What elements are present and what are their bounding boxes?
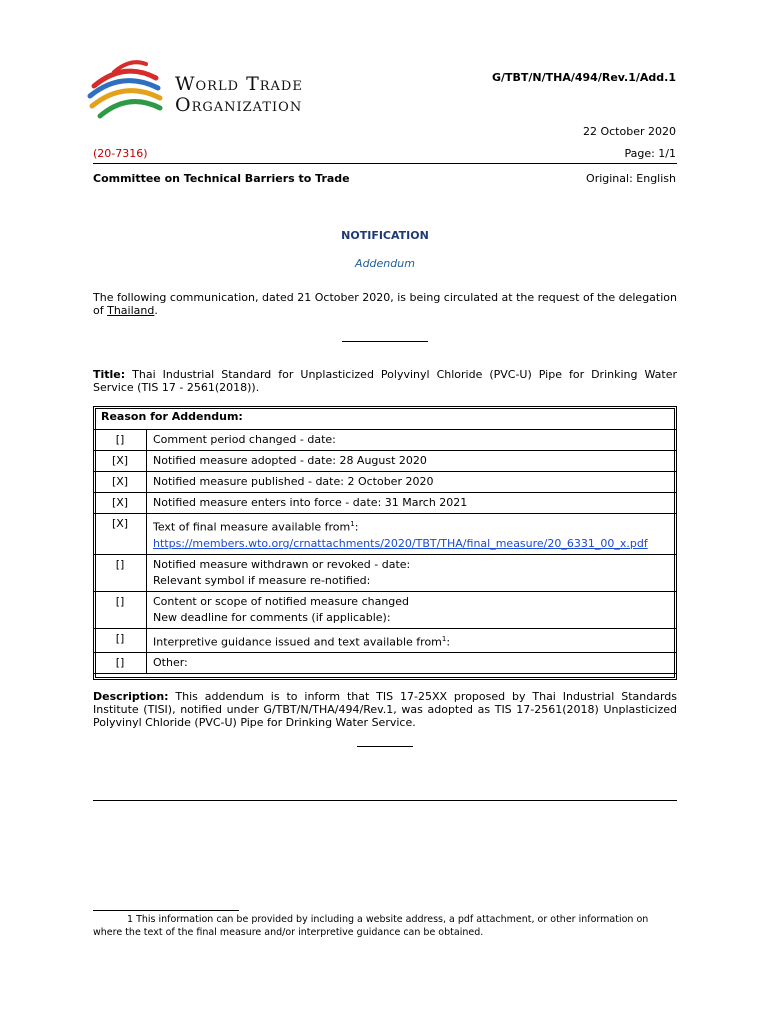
page-number: Page: 1/1 xyxy=(624,147,676,160)
title-paragraph xyxy=(93,368,677,394)
intro-prefix: The following communication, dated 21 October 2020, is being circulated at the request of the delegation of xyxy=(93,291,677,317)
committee-name: Committee on Technical Barriers to Trade xyxy=(93,172,350,185)
checkbox-mark: [] xyxy=(94,591,147,628)
checkbox-mark: [] xyxy=(94,628,147,653)
checkbox-mark: [X] xyxy=(94,514,147,555)
description-paragraph xyxy=(93,690,677,729)
document-symbol: G/TBT/N/THA/494/Rev.1/Add.1 xyxy=(491,71,676,84)
description-label: Description: xyxy=(93,690,169,703)
table-row xyxy=(94,591,677,628)
table-row xyxy=(94,653,677,674)
org-name-line1: World Trade xyxy=(175,73,303,95)
reason-text: Other: xyxy=(147,653,677,674)
org-name-line2: Organization xyxy=(175,94,303,116)
reason-text: Comment period changed - date: xyxy=(147,430,677,451)
reason-cell: Interpretive guidance issued and text available from$^1$: xyxy=(147,628,677,653)
checkbox-mark: [X] xyxy=(94,451,147,472)
final-measure-link[interactable]: https://members.wto.org/crnattachments/2020/TBT/THA/final_measure/20_6331_00_x.pdf xyxy=(153,536,648,550)
reason-text-secondary: Relevant symbol if measure re-notified: xyxy=(153,573,371,587)
document-date: 22 October 2020 xyxy=(582,125,676,138)
document-number: (20-7316) xyxy=(93,147,148,160)
title-text: Thai Industrial Standard for Unplasticized Polyvinyl Chloride (PVC-U) Pipe for Drinking Water Service (TIS 17 - 2561(2018)). xyxy=(93,368,677,394)
table-row xyxy=(94,430,677,451)
section-divider xyxy=(342,341,428,342)
reason-text: Notified measure withdrawn or revoked - date: xyxy=(153,557,411,571)
footnote-divider xyxy=(93,910,239,911)
page-divider xyxy=(93,800,677,801)
checkbox-mark: [] xyxy=(94,430,147,451)
footnote-text: 1 This information can be provided by including a website address, a pdf attachment, or other information on where the text of the final measure and/or interpretive guidance can be obtained. xyxy=(93,914,649,938)
reason-text: Notified measure published - date: 2 October 2020 xyxy=(147,472,677,493)
table-row xyxy=(94,514,677,555)
addendum-subheading: Addendum xyxy=(355,257,415,270)
table-row xyxy=(94,554,677,591)
reason-cell xyxy=(147,554,677,591)
checkbox-mark: [] xyxy=(94,653,147,674)
table-row xyxy=(94,493,677,514)
reason-text-secondary: New deadline for comments (if applicable): xyxy=(153,610,391,624)
end-divider xyxy=(357,746,413,747)
original-language: Original: English xyxy=(586,172,676,185)
reason-text: Content or scope of notified measure changed xyxy=(153,594,410,608)
intro-paragraph xyxy=(93,291,677,317)
reason-cell: Text of final measure available from$^1$: https://members.wto.org/crnattachments/2020/TBT/THA/final_measure/20_6331_00_x.pdf xyxy=(147,514,677,555)
reason-text: Text of final measure available from xyxy=(153,520,351,534)
intro-suffix: . xyxy=(154,304,158,317)
notification-heading: NOTIFICATION xyxy=(341,229,429,242)
reason-text: Notified measure adopted - date: 28 August 2020 xyxy=(147,451,677,472)
reason-table xyxy=(93,429,677,674)
table-row xyxy=(94,472,677,493)
reason-text: Interpretive guidance issued and text available from xyxy=(153,635,442,649)
header-divider xyxy=(93,163,677,164)
footnote-ref: 1 xyxy=(441,634,447,643)
table-row xyxy=(94,628,677,653)
checkbox-mark: [X] xyxy=(94,472,147,493)
wto-logo-icon xyxy=(84,56,164,126)
table-row xyxy=(94,451,677,472)
reason-text: Notified measure enters into force - date: 31 March 2021 xyxy=(147,493,677,514)
title-label: Title: xyxy=(93,368,126,381)
checkbox-mark: [X] xyxy=(94,493,147,514)
footnote-ref: 1 xyxy=(350,520,355,528)
description-text: This addendum is to inform that TIS 17-25XX proposed by Thai Industrial Standards Institute (TISI), notified under G/TBT/N/THA/494/Rev.1, was adopted as TIS 17-2561(2018) Unplasticized Polyvinyl Chloride (PVC-U) Pipe for Drinking Water Service. xyxy=(93,690,677,729)
org-name xyxy=(175,74,303,116)
intro-member: Thailand xyxy=(107,304,155,317)
checkbox-mark: [] xyxy=(94,554,147,591)
reason-cell xyxy=(147,591,677,628)
reason-heading: Reason for Addendum: xyxy=(101,410,243,423)
